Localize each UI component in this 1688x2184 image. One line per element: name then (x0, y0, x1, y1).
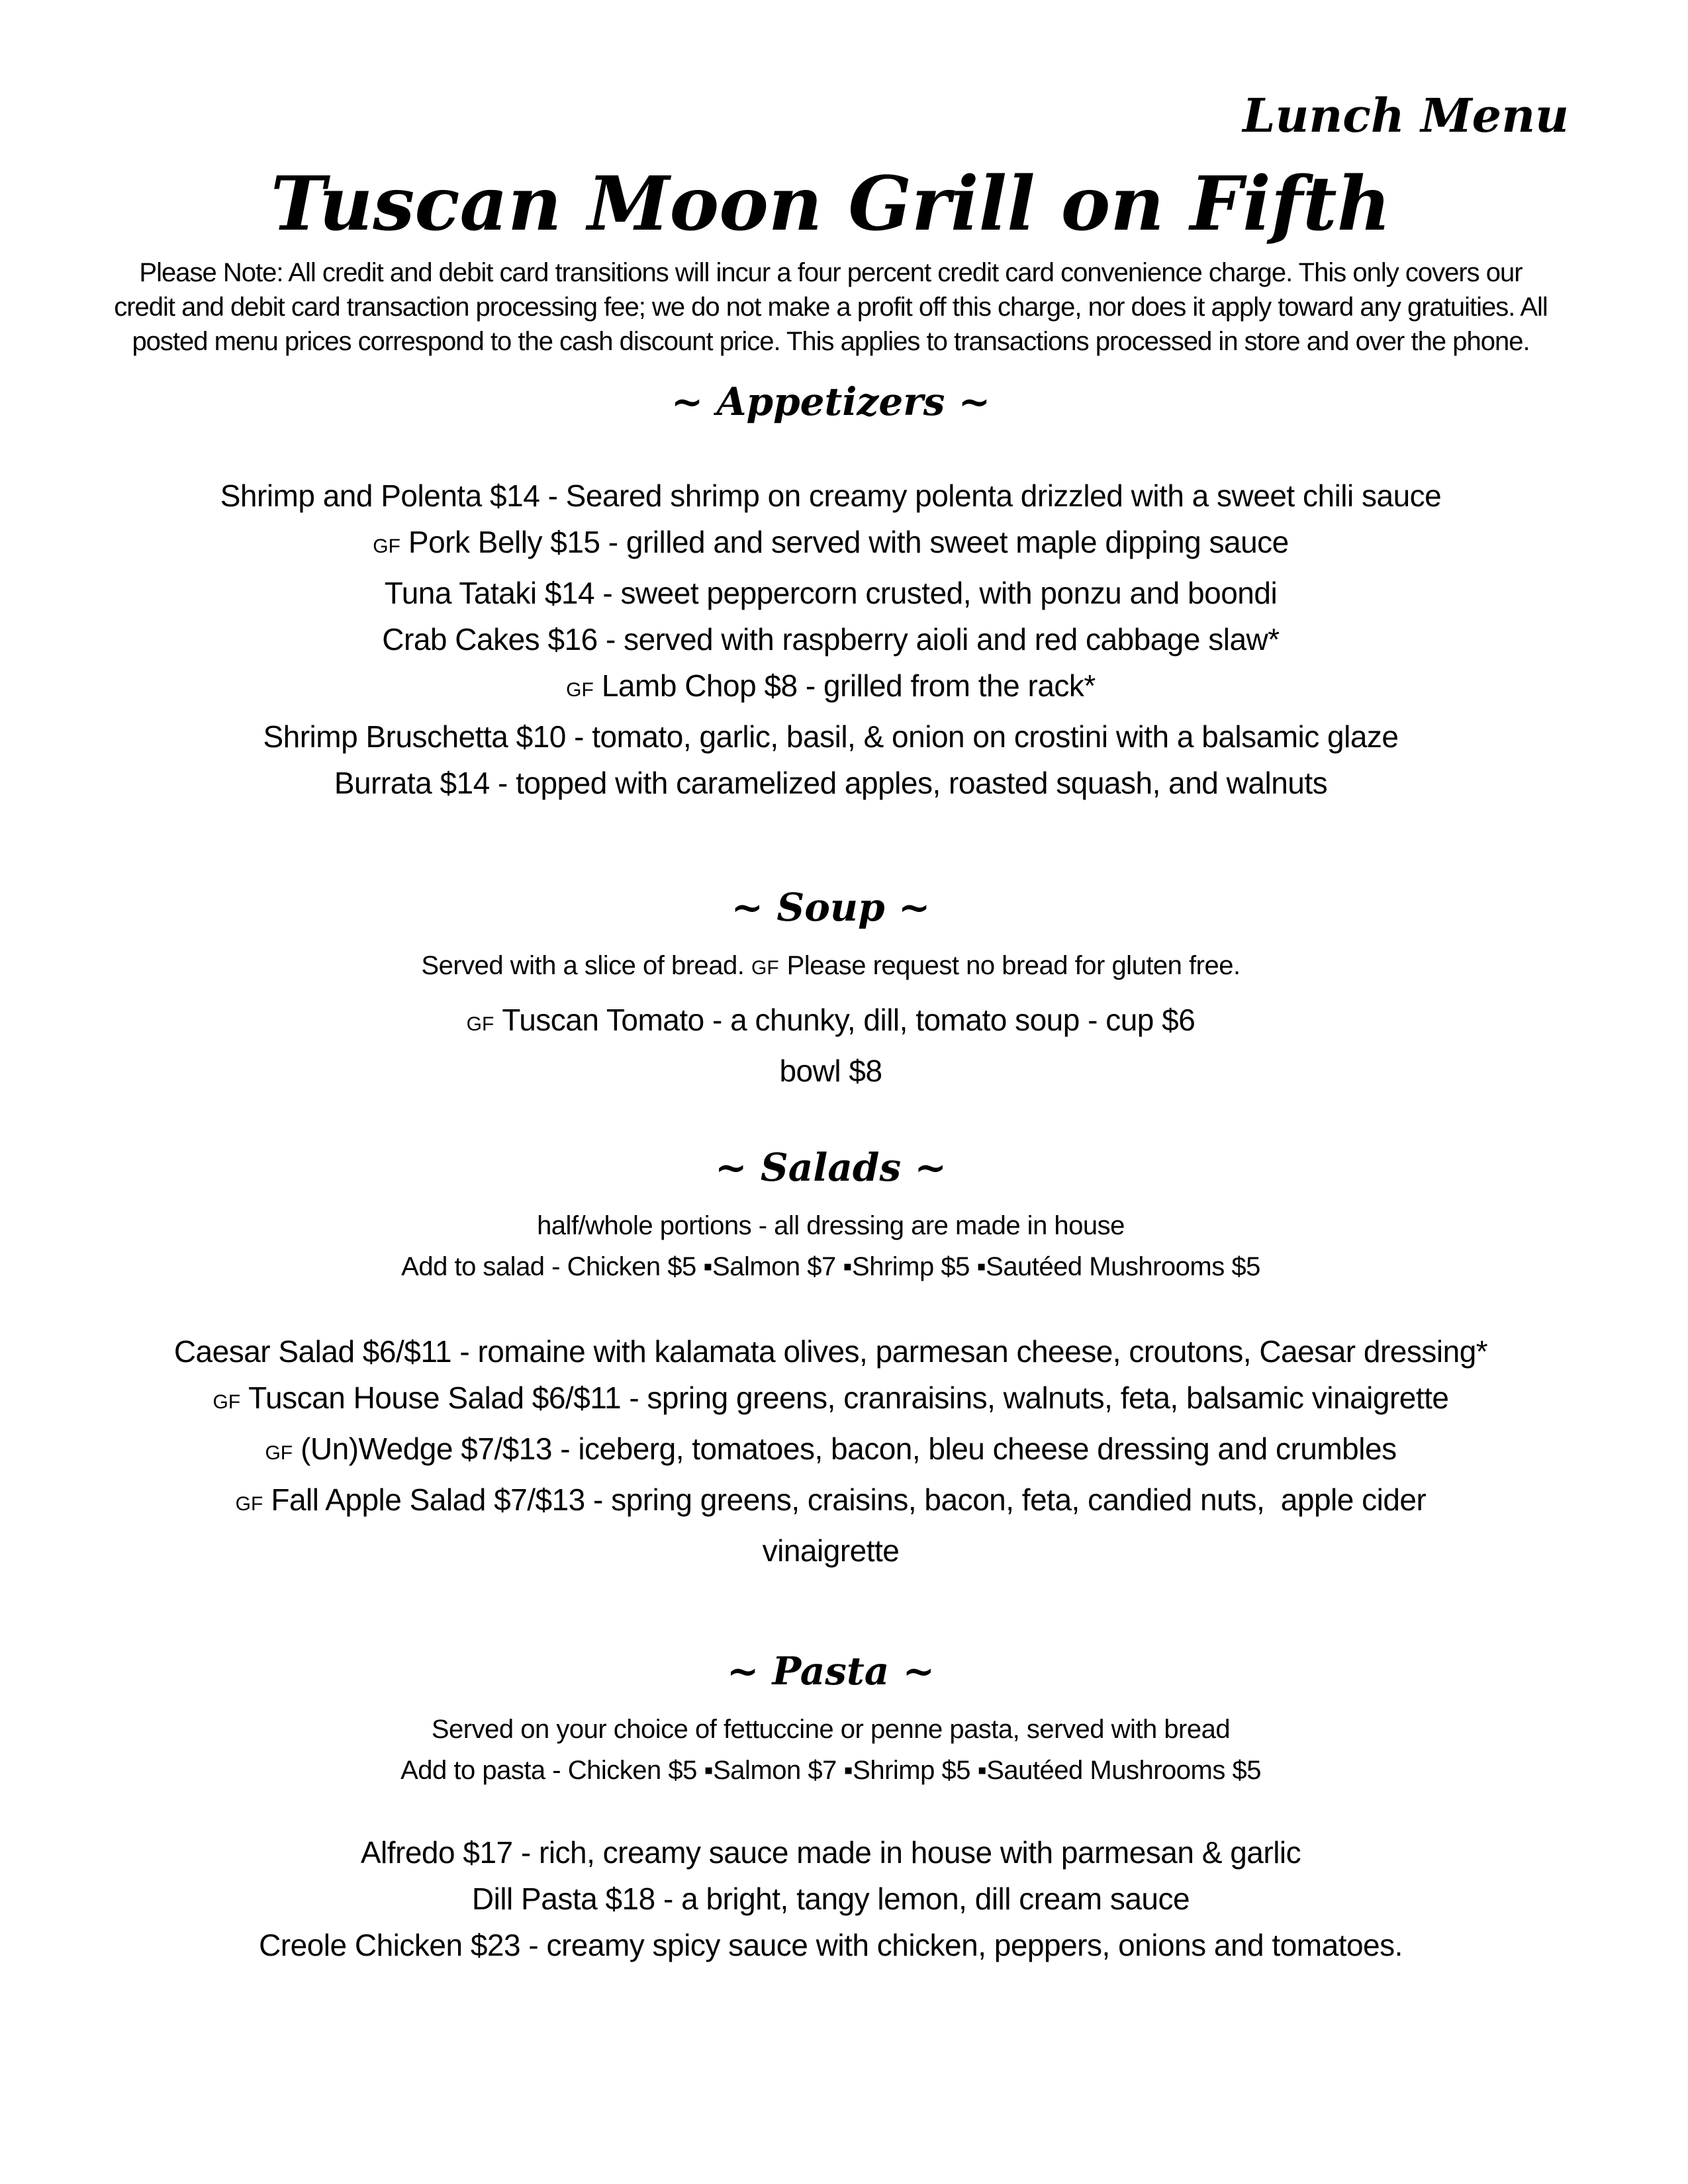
section-header-soup (0, 884, 1662, 931)
sub-line: Served on your choice of fettuccine or penne pasta, served with bread (431, 1714, 1231, 1744)
menu-item-text: Lamb Chop $8 - grilled from the rack* (601, 668, 1096, 703)
payment-note (0, 255, 1662, 359)
gf-label: GF (373, 535, 400, 557)
menu-item-text: Tuna Tataki $14 - sweet peppercorn crusted, with ponzu and boondi (384, 575, 1278, 610)
soup-intro-post: Please request no bread for gluten free. (786, 950, 1241, 980)
menu-item-text: Shrimp and Polenta $14 - Seared shrimp on creamy polenta drizzled with a sweet chili sauce (220, 478, 1442, 513)
menu-item-text: Tuscan House Salad $6/$11 - spring greens, cranraisins, walnuts, feta, balsamic vinaigrette (248, 1380, 1449, 1415)
section-title: Pasta (772, 1648, 890, 1694)
tilde-decoration: ~ (715, 1144, 747, 1190)
menu-item (0, 570, 1662, 616)
corner-label: Lunch Menu (1243, 88, 1569, 143)
tilde-decoration: ~ (902, 1648, 935, 1694)
sub-line (0, 945, 1662, 989)
menu-item (0, 1426, 1662, 1477)
note-line: Please Note: All credit and debit card transitions will incur a four percent credit card convenience charge. This only covers our (139, 257, 1523, 287)
section-header-pasta (0, 1648, 1662, 1694)
menu-item-continuation (0, 1048, 1662, 1094)
section-title: Soup (776, 884, 885, 930)
menu-item (0, 1328, 1662, 1375)
soup-items (0, 997, 1662, 1094)
tilde-decoration: ~ (914, 1144, 947, 1190)
tilde-decoration: ~ (671, 379, 704, 424)
section-header-salads (0, 1144, 1662, 1191)
menu-item (0, 760, 1662, 806)
sub-line: Add to pasta - Chicken $5 ▪Salmon $7 ▪Shrimp $5 ▪Sautéed Mushrooms $5 (400, 1755, 1261, 1785)
menu-item-text: Pork Belly $15 - grilled and served with sweet maple dipping sauce (408, 524, 1289, 559)
menu-item (0, 997, 1662, 1048)
appetizers-items (0, 473, 1662, 806)
sub-line: half/whole portions - all dressing are made in house (537, 1210, 1125, 1240)
menu-item (0, 1375, 1662, 1426)
menu-item-text: Creole Chicken $23 - creamy spicy sauce with chicken, peppers, onions and tomatoes. (259, 1927, 1403, 1962)
pasta-intro (0, 1709, 1662, 1791)
menu-item-text: vinaigrette (762, 1533, 900, 1568)
gf-label: GF (265, 1441, 293, 1464)
menu-item (0, 1477, 1662, 1527)
menu-item-text: Caesar Salad $6/$11 - romaine with kalamata olives, parmesan cheese, croutons, Caesar dressing* (173, 1334, 1488, 1369)
gf-label: GF (751, 956, 779, 979)
menu-item (0, 616, 1662, 662)
menu-item-continuation (0, 1527, 1662, 1574)
menu-item-text: Alfredo $17 - rich, creamy sauce made in house with parmesan & garlic (360, 1835, 1301, 1870)
menu-item (0, 1829, 1662, 1876)
tilde-decoration: ~ (731, 884, 764, 930)
gf-label: GF (566, 678, 594, 701)
menu-item-text: Crab Cakes $16 - served with raspberry aioli and red cabbage slaw* (382, 621, 1280, 657)
soup-intro-pre: Served with a slice of bread. (421, 950, 751, 980)
menu-item (0, 662, 1662, 713)
menu-item-text: Fall Apple Salad $7/$13 - spring greens, craisins, bacon, feta, candied nuts, apple cider (271, 1482, 1427, 1517)
menu-item-text: Burrata $14 - topped with caramelized apples, roasted squash, and walnuts (334, 765, 1328, 800)
menu-item-text: (Un)Wedge $7/$13 - iceberg, tomatoes, bacon, bleu cheese dressing and crumbles (301, 1431, 1397, 1466)
menu-item-text: Shrimp Bruschetta $10 - tomato, garlic, basil, & onion on crostini with a balsamic glaze (263, 719, 1399, 754)
section-title: Salads (760, 1144, 902, 1190)
tilde-decoration: ~ (898, 884, 931, 930)
menu-item (0, 713, 1662, 760)
menu-item-text: bowl $8 (779, 1053, 882, 1088)
salads-items (0, 1328, 1662, 1574)
note-line: credit and debit card transaction processing fee; we do not make a profit off this charge, nor does it apply toward any gratuities. All (114, 292, 1548, 322)
pasta-items (0, 1829, 1662, 1968)
section-title: Appetizers (716, 379, 945, 424)
page-title: Tuscan Moon Grill on Fifth (270, 161, 1391, 248)
section-header-appetizers (0, 379, 1662, 425)
gf-label: GF (212, 1390, 241, 1413)
sub-line: Add to salad - Chicken $5 ▪Salmon $7 ▪Shrimp $5 ▪Sautéed Mushrooms $5 (401, 1251, 1260, 1281)
menu-item (0, 1922, 1662, 1968)
note-line: posted menu prices correspond to the cash discount price. This applies to transactions processed in store and over the phone. (132, 326, 1530, 356)
tilde-decoration: ~ (958, 379, 991, 424)
gf-label: GF (466, 1013, 494, 1035)
menu-item-text: Dill Pasta $18 - a bright, tangy lemon, dill cream sauce (471, 1881, 1190, 1916)
soup-intro (0, 945, 1662, 989)
menu-item-text: Tuscan Tomato - a chunky, dill, tomato soup - cup $6 (502, 1002, 1196, 1037)
menu-item (0, 1876, 1662, 1922)
gf-label: GF (235, 1492, 263, 1515)
menu-item (0, 473, 1662, 519)
salads-intro (0, 1205, 1662, 1287)
tilde-decoration: ~ (726, 1648, 759, 1694)
menu-item (0, 519, 1662, 570)
